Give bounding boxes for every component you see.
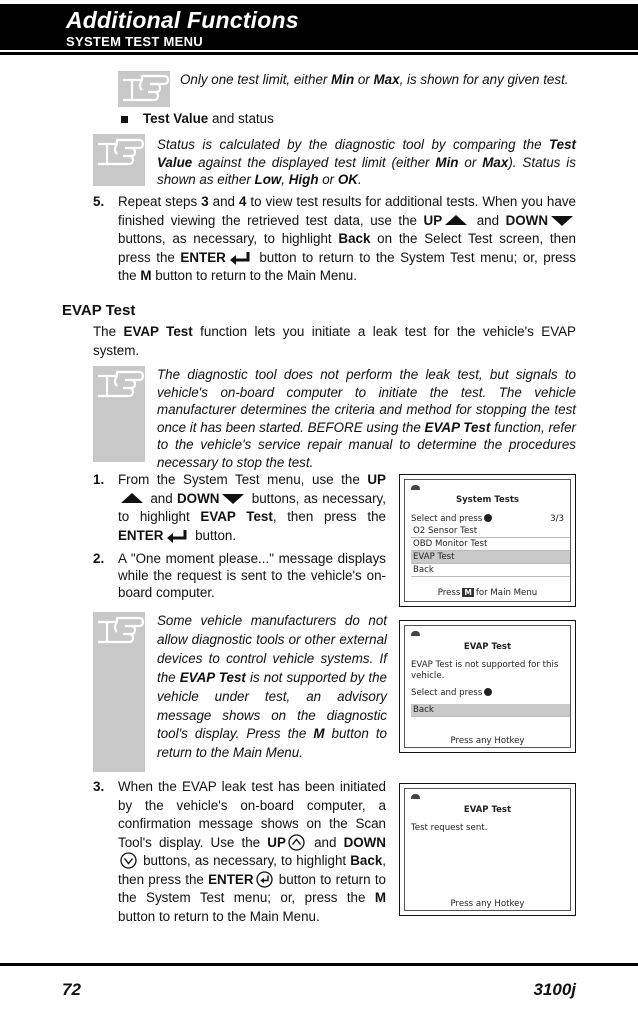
- system-tests-screen: [399, 474, 576, 607]
- enter-icon: [229, 251, 251, 265]
- step-1-text: From the System Test menu, use the UP and DOWN buttons, as necessary, to highlight EVAP Test, then press the ENTER button.: [118, 472, 386, 543]
- down-arrow-icon: [551, 216, 573, 226]
- menu-item-obd-monitor-test[interactable]: OBD Monitor Test: [411, 538, 570, 551]
- note-box: [93, 612, 145, 772]
- note-box: [93, 366, 145, 462]
- screen-footer: Press M for Main Menu: [437, 588, 538, 598]
- screen-title: EVAP Test: [463, 805, 512, 815]
- menu-item-back[interactable]: Back: [411, 564, 570, 577]
- enter-icon: [484, 688, 492, 696]
- menu-item-o2-sensor-test[interactable]: O2 Sensor Test: [411, 525, 570, 538]
- down-arrow-icon: [222, 494, 244, 504]
- enter-icon: [256, 871, 273, 888]
- hand-pointer-icon: [95, 370, 145, 400]
- screen-select-line: Select and press: [411, 688, 564, 698]
- screen-message: Test request sent.: [411, 823, 488, 833]
- screen-frame: [404, 479, 571, 602]
- header-rule: [0, 52, 638, 55]
- menu-item-back[interactable]: Back: [411, 704, 570, 717]
- enter-icon: [484, 514, 492, 522]
- step-2-text: A "One moment please..." message displays while the request is sent to the vehicle's on-board computer.: [118, 551, 386, 600]
- car-icon: [411, 631, 420, 636]
- m-key-icon: M: [464, 588, 472, 597]
- screen-title: System Tests: [456, 495, 519, 505]
- page-header: [0, 4, 638, 50]
- note-not-supported: Some vehicle manufacturers do not allow diagnostic tools or other external devices to control vehicle systems. If the EVAP Test is not supported by the vehicle under test, an advisory message shows on the diagnostic tool's display. Press the M button to return to the Main Menu.: [157, 613, 388, 761]
- menu-item-evap-test[interactable]: EVAP Test: [411, 551, 570, 564]
- evap-intro: The EVAP Test function lets you initiate a leak test for the vehicle's EVAP system.: [93, 324, 576, 358]
- hand-pointer-icon: [120, 74, 170, 104]
- car-icon: [411, 794, 420, 799]
- step-3-text: When the EVAP leak test has been initiated by the vehicle's on-board computer, a confirmation message shows on the Scan Tool's display. Use the UP and DOWN buttons, as necessary, to highlight Back, then press the ENTER button to return to the System Test menu; or, press the M button to return to the Main Menu.: [118, 779, 386, 924]
- item-count: 3/3: [550, 514, 564, 524]
- note-box: [93, 134, 145, 186]
- step-number: 3.: [93, 779, 105, 794]
- screen-title: EVAP Test: [463, 642, 512, 652]
- step-5-text: Repeat steps 3 and 4 to view test results for additional tests. When you have finished viewing the retrieved test data, use the UP and DOWN buttons, as necessary, to highlight Back on the Select Test screen, then press the ENTER button to return to the System Test menu; or, press the M button to return to the Main Menu.: [118, 194, 576, 283]
- page-title: Additional Functions: [66, 7, 299, 33]
- up-arrow-icon: [121, 493, 143, 503]
- screen-message: EVAP Test is not supported for this vehicle.: [411, 660, 559, 681]
- footer-rule: [0, 963, 638, 966]
- step-number: 1.: [93, 472, 105, 487]
- hand-pointer-icon: [95, 616, 145, 646]
- screen-footer: Press any Hotkey: [450, 899, 525, 909]
- section-subtitle: SYSTEM TEST MENU: [66, 34, 203, 49]
- step-number: 5.: [93, 194, 105, 209]
- section-heading: EVAP Test: [62, 302, 136, 319]
- page-number: 72: [62, 980, 81, 999]
- evap-request-sent-screen: [399, 783, 576, 916]
- screen-select-line: Select and press 3/3: [411, 514, 564, 524]
- note-box: [118, 71, 170, 107]
- car-icon: [411, 485, 420, 490]
- screen-frame: [404, 625, 571, 748]
- screen-frame: [404, 788, 571, 911]
- up-arrow-icon: [445, 215, 467, 225]
- bullet-marker: [121, 116, 128, 123]
- bullet-test-value: Test Value and status: [143, 111, 274, 126]
- enter-icon: [166, 529, 188, 543]
- evap-not-supported-screen: [399, 620, 576, 753]
- up-arrow-icon: [288, 834, 305, 851]
- note-test-limit: Only one test limit, either Min or Max, is shown for any given test.: [180, 72, 569, 87]
- note-leak-test: The diagnostic tool does not perform the leak test, but signals to vehicle's on-board computer to initiate the test. The vehicle manufacturer determines the criteria and method for stopping the test once it has been started. BEFORE using the EVAP Test function, refer to the vehicle's service repair manual to determine the procedures necessary to stop the test.: [157, 367, 577, 470]
- note-status: Status is calculated by the diagnostic tool by comparing the Test Value against the displayed test limit (either Min or Max). Status is shown as either Low, High or OK.: [157, 137, 576, 187]
- model-number: 3100j: [533, 980, 576, 999]
- hand-pointer-icon: [95, 138, 145, 168]
- step-number: 2.: [93, 551, 105, 566]
- down-arrow-icon: [120, 852, 137, 869]
- screen-footer: Press any Hotkey: [450, 736, 525, 746]
